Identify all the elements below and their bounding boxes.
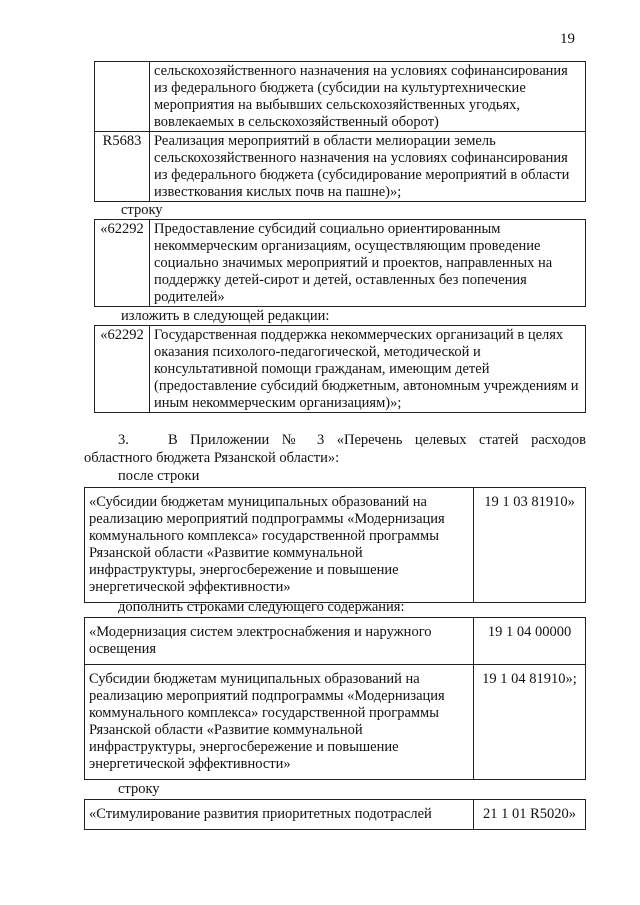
label-stroku: строку [118,781,160,797]
label-dopolnit: дополнить строками следующего содержания: [118,599,405,615]
table-row [95,326,586,413]
label-posle-stroki: после строки [118,468,200,484]
description-cell: Реализация мероприятий в области мелиорации земель сельскохозяйственного назначения на условиях софинансирования из федерального бюджета (субсидирование мероприятий в области известкования кислых почв на пашне)»; [150,132,586,202]
budget-codes-table-3 [94,325,586,413]
label-stroku: строку [121,202,163,218]
table-row [95,62,586,132]
code-cell [95,62,150,132]
table-row [95,132,586,202]
paragraph-number: 3. [118,432,129,448]
page-number: 19 [560,31,575,47]
description-cell: сельскохозяйственного назначения на условиях софинансирования из федерального бюджета (субсидии на культуртехнические мероприятия на выбывших сельскохозяйственных угодьях, вовлекаемых в сельскохозяйственный оборот) [150,62,586,132]
target-articles-table-3 [84,799,586,830]
target-articles-table-2 [84,617,586,780]
label-izlozhit: изложить в следующей редакции: [121,308,330,324]
table-row [85,665,586,780]
paragraph-text-line2: областного бюджета Рязанской области»: [84,450,340,466]
code-cell: 19 1 03 81910» [474,488,586,603]
paragraph-text-line1: В Приложении № 3 «Перечень целевых статей расходов [168,432,586,448]
code-cell: «62292 [95,220,150,307]
budget-codes-table-1 [94,61,586,202]
description-cell: Субсидии бюджетам муниципальных образований на реализацию мероприятий подпрограммы «Модернизация коммунального комплекса» государственной программы Рязанской области «Развитие коммунальной инфраструктуры, энергосбережение и повышение энергетической эффективности» [85,665,474,780]
table-row [85,618,586,665]
target-articles-table-1 [84,487,586,603]
description-cell: «Модернизация систем электроснабжения и наружного освещения [85,618,474,665]
table-row [95,220,586,307]
description-cell: «Стимулирование развития приоритетных подотраслей [85,800,474,830]
code-cell: 21 1 01 R5020» [474,800,586,830]
description-cell: «Субсидии бюджетам муниципальных образований на реализацию мероприятий подпрограммы «Модернизация коммунального комплекса» государственной программы Рязанской области «Развитие коммунальной инфраструктуры, энергосбережение и повышение энергетической эффективности» [85,488,474,603]
code-cell: R5683 [95,132,150,202]
budget-codes-table-2 [94,219,586,307]
table-row [85,800,586,830]
code-cell: 19 1 04 00000 [474,618,586,665]
table-row [85,488,586,603]
description-cell: Предоставление субсидий социально ориентированным некоммерческим организациям, осуществляющим проведение социально значимых мероприятий и проектов, направленных на поддержку детей-сирот и детей, оставленных без попечения родителей» [150,220,586,307]
description-cell: Государственная поддержка некоммерческих организаций в целях оказания психолого-педагогической, методической и консультативной помощи гражданам, имеющим детей (предоставление субсидий бюджетным, автономным учреждениям и иным некоммерческим организациям)»; [150,326,586,413]
code-cell: 19 1 04 81910»; [474,665,586,780]
code-cell: «62292 [95,326,150,413]
